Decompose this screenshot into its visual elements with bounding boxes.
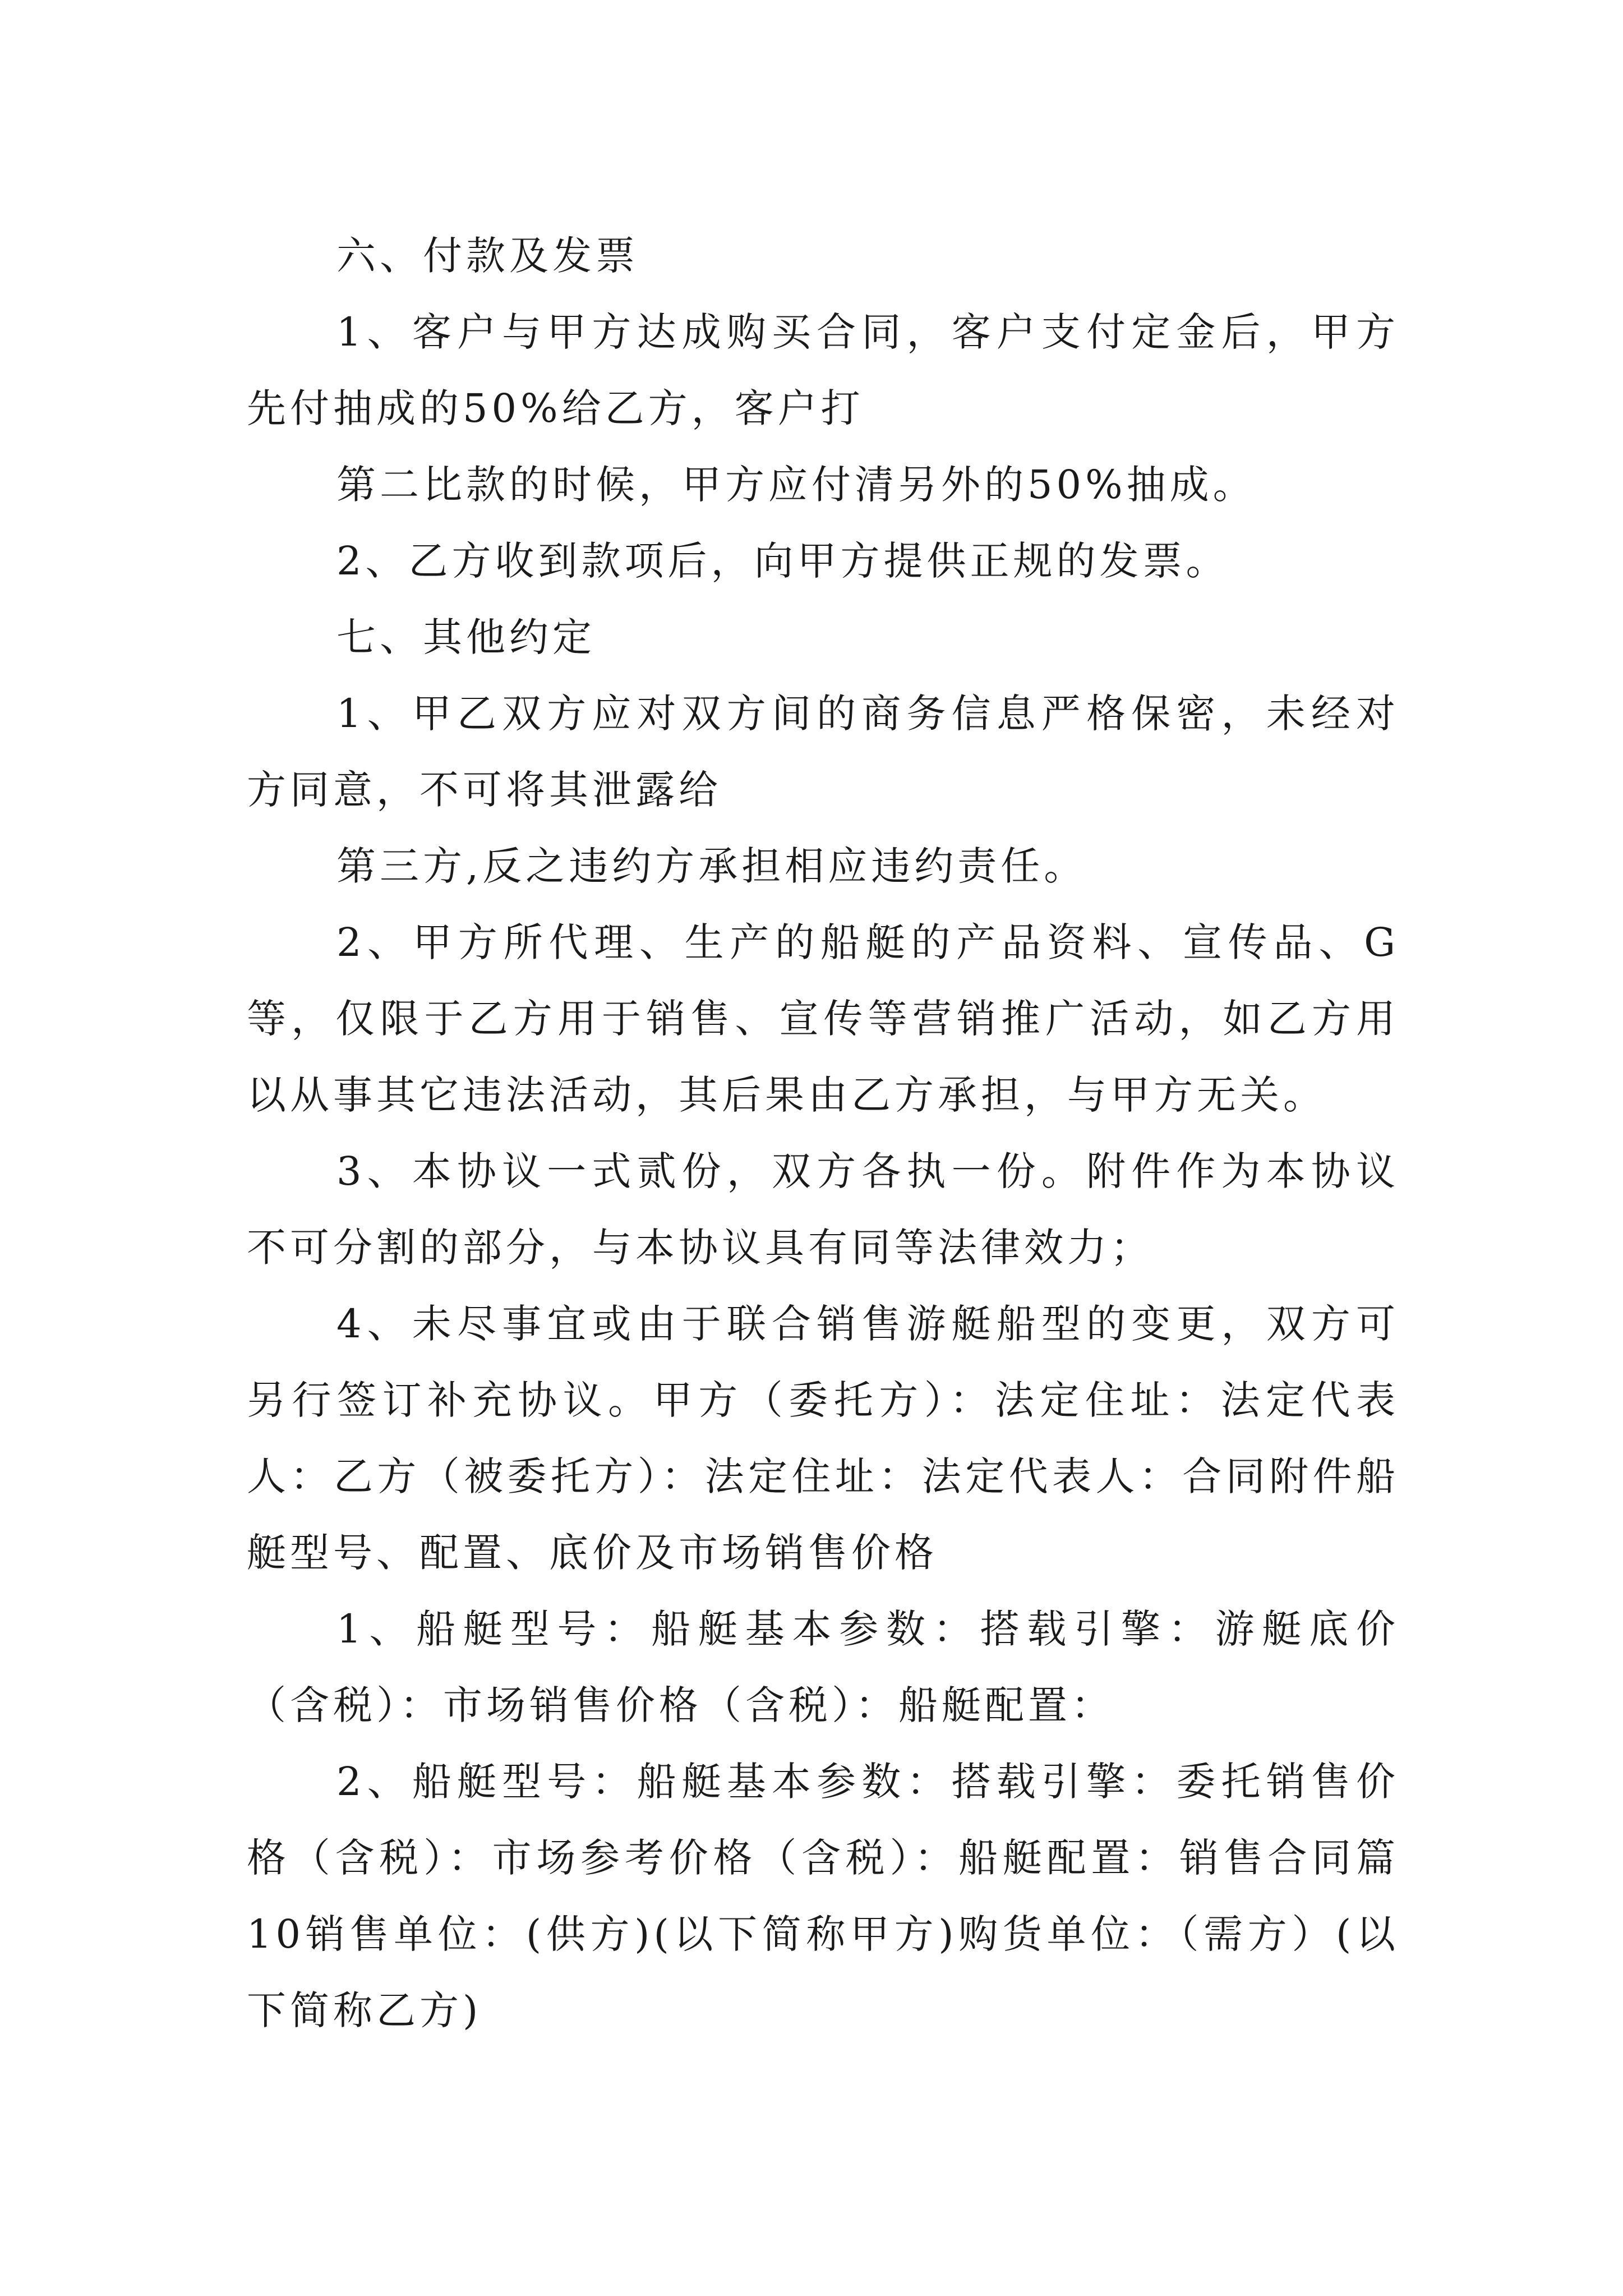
paragraph: 2、乙方收到款项后，向甲方提供正规的发票。 — [336, 538, 1229, 584]
paragraph: 第三方,反之违约方承担相应违约责任。 — [336, 843, 1087, 889]
paragraph: 3、本协议一式贰份，双方各执一份。附件作为本协议不可分割的部分，与本协议具有同等法律效力； — [247, 1148, 1399, 1271]
paragraph: 2、甲方所代理、生产的船艇的产品资料、宣传品、G等，仅限于乙方用于销售、宣传等营销推广活动，如乙方用以从事其它违法活动，其后果由乙方承担，与甲方无关。 — [247, 919, 1399, 1118]
paragraph: 2、船艇型号：船艇基本参数：搭载引擎：委托销售价格（含税）：市场参考价格（含税）：船艇配置：销售合同篇10销售单位：(供方)(以下简称甲方)购货单位：（需方）(以下简称乙方) — [247, 1759, 1399, 2033]
paragraph: 第二比款的时候，甲方应付清另外的50%抽成。 — [336, 462, 1256, 508]
document-body — [247, 218, 1399, 2049]
paragraph: 1、客户与甲方达成购买合同，客户支付定金后，甲方先付抽成的50%给乙方，客户打 — [247, 309, 1399, 431]
section-heading-payment: 六、付款及发票 — [336, 233, 639, 279]
paragraph: 1、船艇型号：船艇基本参数：搭载引擎：游艇底价（含税）：市场销售价格（含税）：船艇配置： — [247, 1606, 1399, 1728]
paragraph: 1、甲乙双方应对双方间的商务信息严格保密，未经对方同意，不可将其泄露给 — [247, 691, 1399, 813]
paragraph: 4、未尽事宜或由于联合销售游艇船型的变更，双方可另行签订补充协议。甲方（委托方）：法定住址：法定代表人：乙方（被委托方）：法定住址：法定代表人：合同附件船艇型号、配置、底价及市场销售价格 — [247, 1301, 1399, 1576]
section-heading-other: 七、其他约定 — [336, 614, 596, 660]
